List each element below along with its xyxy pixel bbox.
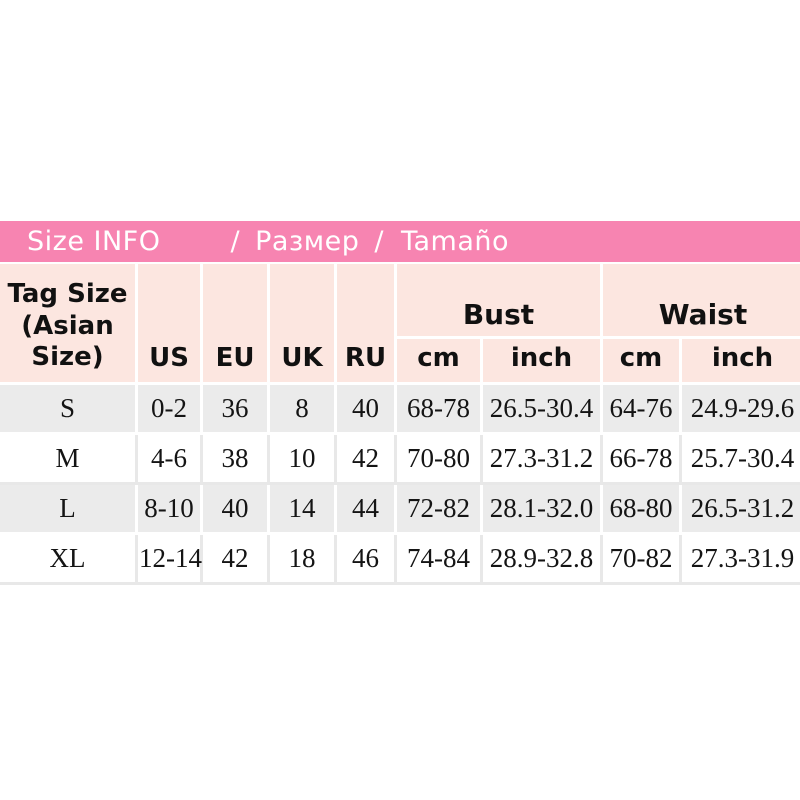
cell-bust-inch: 27.3-31.2: [483, 435, 603, 485]
cell-waist-cm: 68-80: [603, 485, 682, 535]
cell-bust-cm: 70-80: [397, 435, 483, 485]
cell-waist-inch: 27.3-31.9: [682, 535, 800, 585]
cell-ru: 40: [337, 385, 397, 435]
title-separator: /: [230, 226, 241, 257]
cell-us: 12-14: [138, 535, 203, 585]
cell-bust-cm: 74-84: [397, 535, 483, 585]
cell-eu: 36: [203, 385, 270, 435]
cell-bust-inch: 28.1-32.0: [483, 485, 603, 535]
cell-size-label: S: [0, 385, 138, 435]
size-table: [0, 262, 800, 585]
uk-size-header: UK: [270, 262, 337, 385]
cell-us: 8-10: [138, 485, 203, 535]
cell-bust-inch: 26.5-30.4: [483, 385, 603, 435]
cell-size-label: XL: [0, 535, 138, 585]
cell-bust-cm: 72-82: [397, 485, 483, 535]
header-row-groups: [0, 262, 800, 339]
bust-cm-header: cm: [397, 339, 483, 385]
cell-uk: 14: [270, 485, 337, 535]
cell-us: 0-2: [138, 385, 203, 435]
cell-eu: 42: [203, 535, 270, 585]
cell-ru: 44: [337, 485, 397, 535]
cell-waist-inch: 25.7-30.4: [682, 435, 800, 485]
cell-ru: 46: [337, 535, 397, 585]
table-row-size-l: [0, 485, 800, 535]
title-english: Size INFO: [27, 226, 161, 257]
cell-uk: 18: [270, 535, 337, 585]
cell-ru: 42: [337, 435, 397, 485]
cell-uk: 8: [270, 385, 337, 435]
cell-waist-cm: 70-82: [603, 535, 682, 585]
bust-group-header: Bust: [397, 262, 603, 339]
waist-cm-header: cm: [603, 339, 682, 385]
cell-eu: 40: [203, 485, 270, 535]
waist-group-header: Waist: [603, 262, 800, 339]
cell-bust-inch: 28.9-32.8: [483, 535, 603, 585]
cell-uk: 10: [270, 435, 337, 485]
eu-size-header: EU: [203, 262, 270, 385]
cell-waist-cm: 66-78: [603, 435, 682, 485]
cell-us: 4-6: [138, 435, 203, 485]
cell-waist-inch: 26.5-31.2: [682, 485, 800, 535]
title-spanish: Tamaño: [400, 226, 510, 257]
cell-eu: 38: [203, 435, 270, 485]
title-russian: Размер: [255, 226, 360, 257]
cell-size-label: L: [0, 485, 138, 535]
table-row-size-xl: [0, 535, 800, 585]
table-row-size-m: [0, 435, 800, 485]
us-size-header: US: [138, 262, 203, 385]
cell-size-label: M: [0, 435, 138, 485]
cell-waist-cm: 64-76: [603, 385, 682, 435]
waist-inch-header: inch: [682, 339, 800, 385]
bust-inch-header: inch: [483, 339, 603, 385]
table-row-size-s: [0, 385, 800, 435]
cell-bust-cm: 68-78: [397, 385, 483, 435]
cell-waist-inch: 24.9-29.6: [682, 385, 800, 435]
size-info-title-bar: [0, 221, 800, 262]
size-table-container: [0, 262, 800, 585]
tag-size-header: Tag Size (Asian Size): [0, 262, 138, 385]
title-separator-2: /: [374, 226, 384, 257]
ru-size-header: RU: [337, 262, 397, 385]
